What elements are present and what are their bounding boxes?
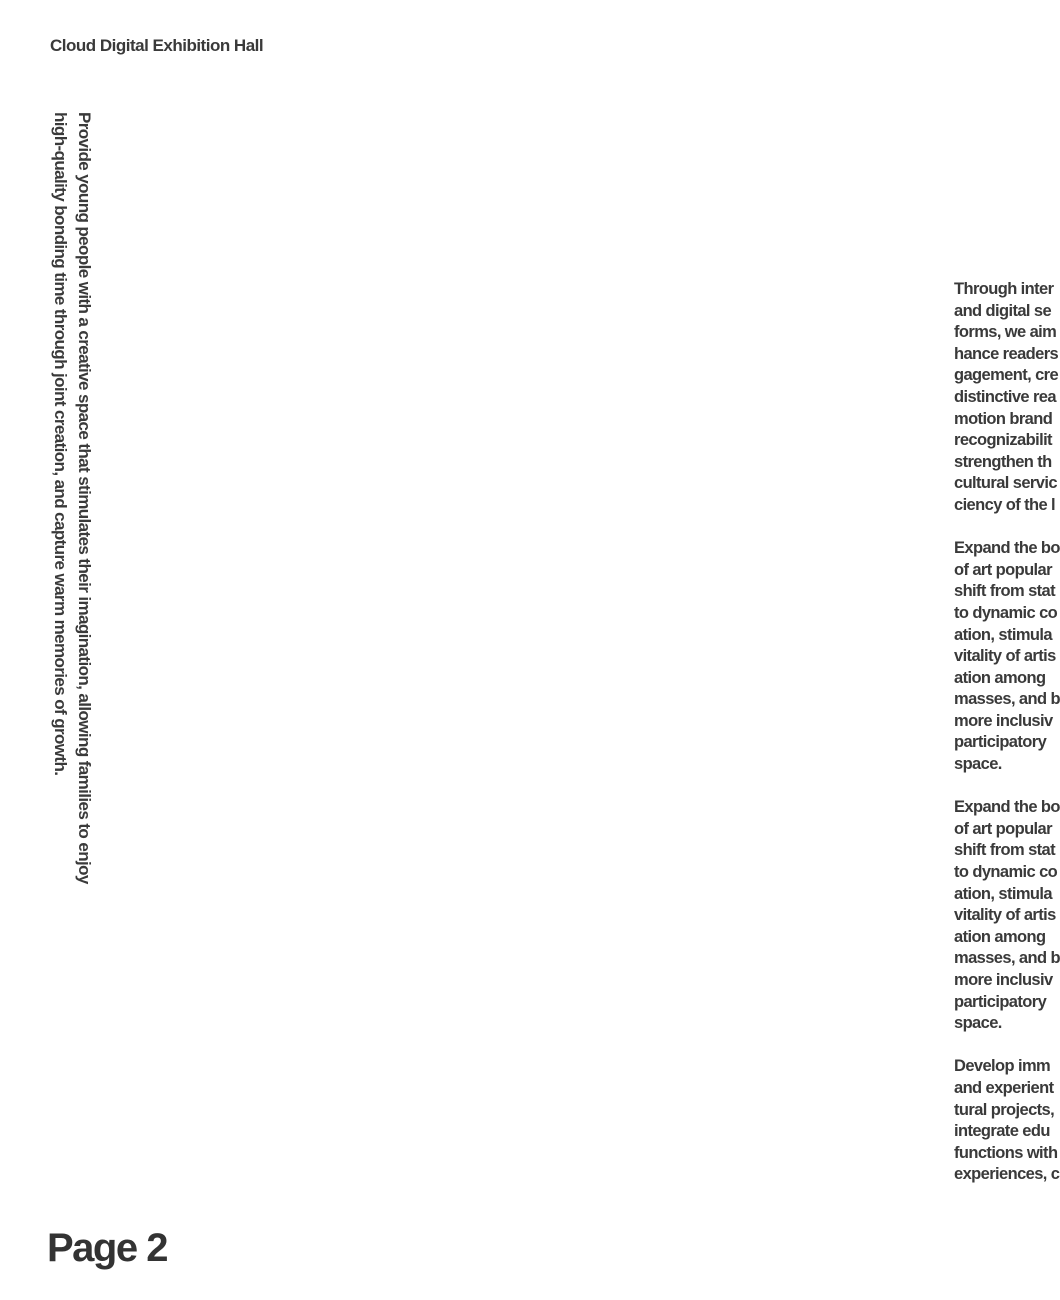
page-number: Page 2 [47,1226,167,1270]
page-header-title: Cloud Digital Exhibition Hall [50,36,264,55]
right-paragraph-1: Through inter and digital se forms, we aim hance readers gagement, cre distinctive rea motion brand recognizabilit strengthen th cultural servic ciency of the l [954,280,1059,514]
right-paragraph-2: Expand the bo of art popular shift from stat to dynamic co ation, stimula vitality of artis ation among masses, and b more inclusiv participatory space. [954,539,1060,774]
tagline-line-1: Provide young people with a creative space that stimulates their imagination, allowing families to enjoy [75,112,94,884]
vertical-tagline [48,112,96,942]
right-paragraph-4: Develop imm and experient tural projects, integrate edu functions with experiences, c [954,1057,1060,1184]
tagline-line-2: high-quality bonding time through joint creation, and capture warm memories of growth. [51,112,70,776]
right-paragraph-3: Expand the bo of art popular shift from stat to dynamic co ation, stimula vitality of artis ation among masses, and b more inclusiv participatory space. [954,798,1060,1033]
right-text-column [954,279,1060,1208]
